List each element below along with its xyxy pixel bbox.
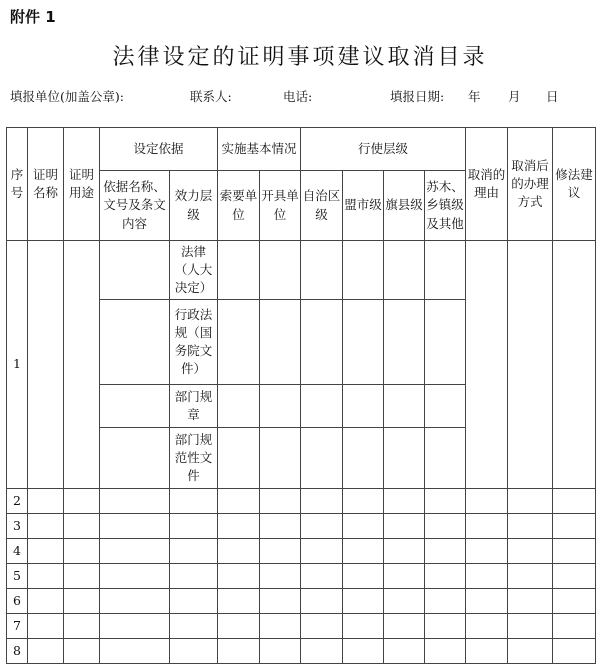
cell-level-region <box>301 241 343 300</box>
row-seq: 8 <box>7 639 28 664</box>
header-row-1 <box>7 128 596 171</box>
table-row <box>7 241 596 300</box>
fill-date-label: 填报日期: <box>390 89 445 104</box>
header-cert-use: 证明用途 <box>64 128 100 241</box>
cell-after-cancel <box>508 241 553 489</box>
cell-impl-issue <box>260 428 301 489</box>
cert-cancel-table <box>6 127 596 664</box>
header-cert-name: 证明名称 <box>28 128 64 241</box>
header-level-town: 苏木、乡镇级及其他 <box>425 171 466 241</box>
row-seq: 1 <box>7 241 28 489</box>
cell-cert-use <box>64 241 100 489</box>
cell-basis-doc <box>100 300 170 385</box>
row-seq: 5 <box>7 564 28 589</box>
header-level-group: 行使层级 <box>301 128 466 171</box>
fill-phone-label: 电话: <box>283 89 313 104</box>
header-after-cancel: 取消后的办理方式 <box>508 128 553 241</box>
table-row <box>7 589 596 614</box>
row-seq: 6 <box>7 589 28 614</box>
header-basis-group: 设定依据 <box>100 128 218 171</box>
header-impl-issue: 开具单位 <box>260 171 301 241</box>
cell-level-league <box>343 241 384 300</box>
fill-year-label: 年 <box>468 89 481 104</box>
header-impl-group: 实施基本情况 <box>218 128 301 171</box>
table-row <box>7 489 596 514</box>
table-row <box>7 564 596 589</box>
cell-basis-level: 行政法规（国务院文件） <box>170 300 218 385</box>
cell-level-league <box>343 385 384 428</box>
cell-level-banner <box>384 385 425 428</box>
header-basis-level: 效力层级 <box>170 171 218 241</box>
row-seq: 4 <box>7 539 28 564</box>
document-title: 法律设定的证明事项建议取消目录 <box>112 45 488 70</box>
cell-level-league <box>343 300 384 385</box>
cell-level-league <box>343 428 384 489</box>
annex-label: 附件 1 <box>10 8 56 26</box>
fill-month-label: 月 <box>508 89 521 104</box>
cell-basis-level: 部门规章 <box>170 385 218 428</box>
cell-level-town <box>425 428 466 489</box>
cell-level-town <box>425 385 466 428</box>
header-level-banner: 旗县级 <box>384 171 425 241</box>
row-seq: 2 <box>7 489 28 514</box>
header-level-region: 自治区级 <box>301 171 343 241</box>
table-row <box>7 514 596 539</box>
cell-impl-request <box>218 385 260 428</box>
cell-cert-name <box>28 241 64 489</box>
cell-basis-doc <box>100 385 170 428</box>
cell-law-suggest <box>553 241 596 489</box>
table-row <box>7 614 596 639</box>
cell-level-banner <box>384 300 425 385</box>
cell-impl-issue <box>260 300 301 385</box>
header-level-league: 盟市级 <box>343 171 384 241</box>
header-seq: 序号 <box>7 128 28 241</box>
cell-cancel-reason <box>466 241 508 489</box>
cell-impl-issue <box>260 241 301 300</box>
row-seq: 3 <box>7 514 28 539</box>
cell-level-town <box>425 241 466 300</box>
cell-level-region <box>301 385 343 428</box>
fill-day-label: 日 <box>546 89 559 104</box>
cell-level-region <box>301 300 343 385</box>
cell-impl-issue <box>260 385 301 428</box>
header-cancel-reason: 取消的理由 <box>466 128 508 241</box>
cell-level-banner <box>384 241 425 300</box>
cell-basis-doc <box>100 428 170 489</box>
fill-unit-label: 填报单位(加盖公章): <box>10 89 124 104</box>
cell-basis-doc <box>100 241 170 300</box>
cell-impl-request <box>218 300 260 385</box>
cell-level-banner <box>384 428 425 489</box>
table-row <box>7 639 596 664</box>
cell-impl-request <box>218 428 260 489</box>
cell-impl-request <box>218 241 260 300</box>
header-law-suggest: 修法建议 <box>553 128 596 241</box>
header-basis-doc: 依据名称、文号及条文内容 <box>100 171 170 241</box>
fill-contact-label: 联系人: <box>190 89 232 104</box>
cell-basis-level: 部门规范性文件 <box>170 428 218 489</box>
table-row <box>7 539 596 564</box>
cell-level-town <box>425 300 466 385</box>
cell-basis-level: 法律（人大决定） <box>170 241 218 300</box>
header-impl-request: 索要单位 <box>218 171 260 241</box>
row-seq: 7 <box>7 614 28 639</box>
cell-level-region <box>301 428 343 489</box>
